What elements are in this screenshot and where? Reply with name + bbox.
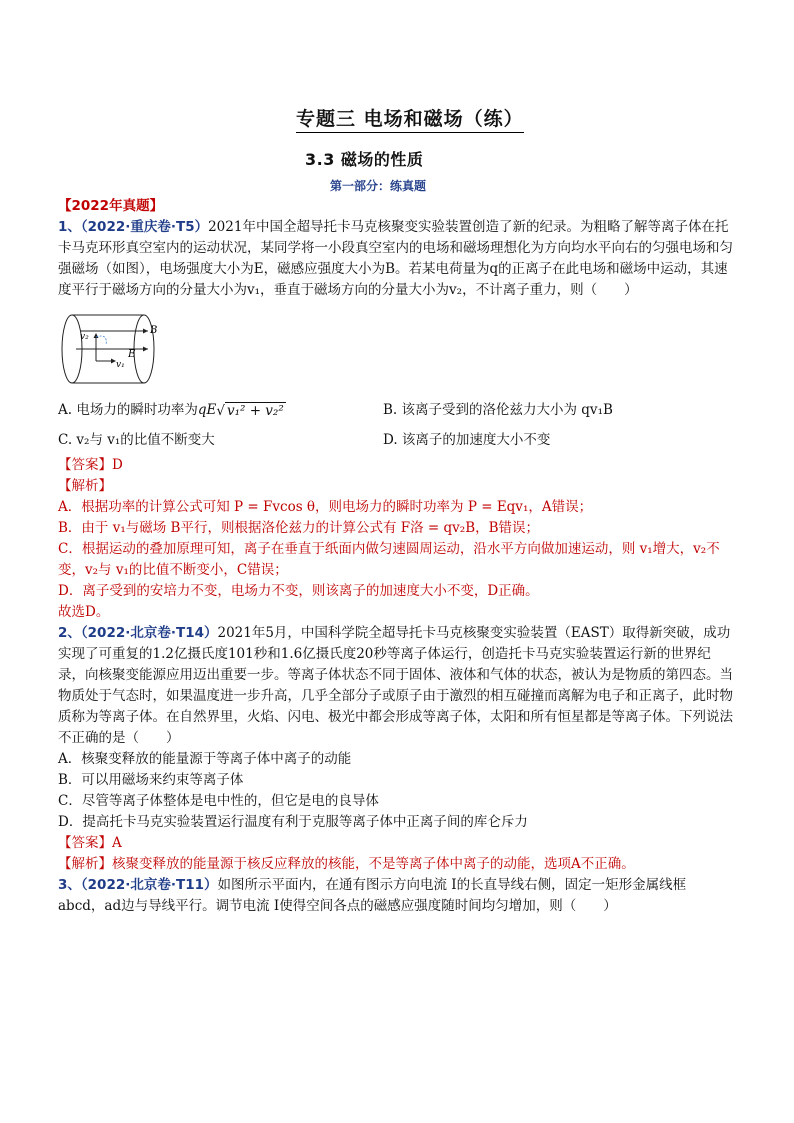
analysis-line: D．离子受到的安培力不变，电场力不变，则该离子的加速度大小不变，D正确。 [58, 583, 539, 599]
question-1-answer: 【答案】D [58, 457, 123, 473]
label-v1: v₁ [116, 360, 125, 370]
question-1-source: （2022·重庆卷·T5） [80, 219, 209, 235]
option-c: C. v₂与 v₁的比值不断变大 [58, 432, 215, 448]
label-v2: v₂ [80, 332, 89, 342]
option-b: B. 该离子受到的洛伦兹力大小为 qv₁B [383, 402, 613, 418]
question-1-analysis-tag: 【解析】 [58, 478, 112, 494]
question-2-stem: 2021年5月，中国科学院全超导托卡马克核聚变实验装置（EAST）取得新突破，成功实现了可重复的1.2亿摄氏度101秒和1.6亿摄氏度20秒等离子体运行，创造托卡马克实验装置运行新的世界纪录，向核聚变能源应用迈出重要一步。等离子体状态不同于固体、液体和气体的状态，被认为是物质的第四态。当物质处于气态时，如果温度进一步升高，几乎全部分子或原子由于激烈的相互碰撞而离解为电子和正离子，此时物质称为等离子体。在自然界里，火焰、闪电、极光中都会形成等离子体，太阳和所有恒星都是等离子体。下列说法不正确的是（ ） [58, 625, 733, 746]
option-a: A. 电场力的瞬时功率为qE√ v₁² + v₂² [58, 395, 383, 425]
sqrt-formula: √ v₁² + v₂² [216, 402, 284, 419]
question-3-source: （2022·北京卷·T11） [80, 877, 218, 893]
analysis-line: B．由于 v₁与磁场 B平行，则根据洛伦兹力的计算公式有 F洛 = qv₂B，B错误； [58, 520, 540, 536]
question-2-number: 2、 [58, 625, 81, 641]
question-2-option: C．尽管等离子体整体是电中性的，但它是电的良导体 [58, 793, 379, 809]
question-2 [58, 623, 736, 749]
label-E: E [128, 349, 136, 360]
question-1-options [58, 395, 736, 455]
cylinder-field-diagram [60, 309, 160, 389]
analysis-line: A．根据功率的计算公式可知 P = Fvcos θ，则电场力的瞬时功率为 P = Eqv₁，A错误； [58, 499, 593, 515]
question-1-number: 1、 [58, 219, 81, 235]
label-B: B [150, 325, 158, 336]
analysis-line: C．根据运动的叠加原理可知，离子在垂直于纸面内做匀速圆周运动，沿水平方向做加速运动，则 v₁增大，v₂不变，v₂与 v₁的比值不断变小，C错误； [58, 541, 720, 578]
page-title: 专题三 电场和磁场（练） [296, 104, 524, 133]
question-3-number: 3、 [58, 877, 81, 893]
question-3-stem: 如图所示平面内，在通有图示方向电流 I的长直导线右侧，固定一矩形金属线框 abcd，ad边与导线平行。调节电流 I使得空间各点的磁感应强度随时间均匀增加，则（ ） [58, 877, 687, 914]
question-1 [58, 217, 736, 301]
question-2-answer: 【答案】A [58, 835, 122, 851]
option-a-formula-lead: qE [197, 402, 217, 418]
question-1-stem: 2021年中国全超导托卡马克核聚变实验装置创造了新的纪录。为粗略了解等离子体在托卡马克环形真空室内的运动状况，某同学将一小段真空室内的电场和磁场理想化为方向均水平向右的匀强电场和匀强磁场（如图），电场强度大小为E，磁感应强度大小为B。若某电荷量为q的正离子在此电场和磁场中运动，其速度平行于磁场方向的分量大小为v₁，垂直于磁场方向的分量大小为v₂，不计离子重力，则（ ） [58, 219, 733, 298]
question-2-option: A．核聚变释放的能量源于等离子体中离子的动能 [58, 751, 352, 767]
question-2-source: （2022·北京卷·T14） [80, 625, 218, 641]
part-heading: 第一部分：练真题 [330, 179, 427, 193]
section-title: 3.3 磁场的性质 [305, 150, 424, 169]
question-2-option: D．提高托卡马克实验装置运行温度有利于克服等离子体中正离子间的库仑斥力 [58, 814, 528, 830]
option-d: D. 该离子的加速度大小不变 [383, 432, 551, 448]
question-2-option: B．可以用磁场来约束等离子体 [58, 772, 244, 788]
question-2-analysis: 【解析】核聚变释放的能量源于核反应释放的核能，不是等离子体中离子的动能，选项A不正确。 [58, 856, 635, 872]
year-tag: 【2022年真题】 [58, 198, 164, 214]
document-body [58, 196, 736, 917]
question-1-conclusion: 故选D。 [58, 604, 110, 620]
question-1-figure [60, 309, 736, 389]
question-3 [58, 875, 736, 917]
